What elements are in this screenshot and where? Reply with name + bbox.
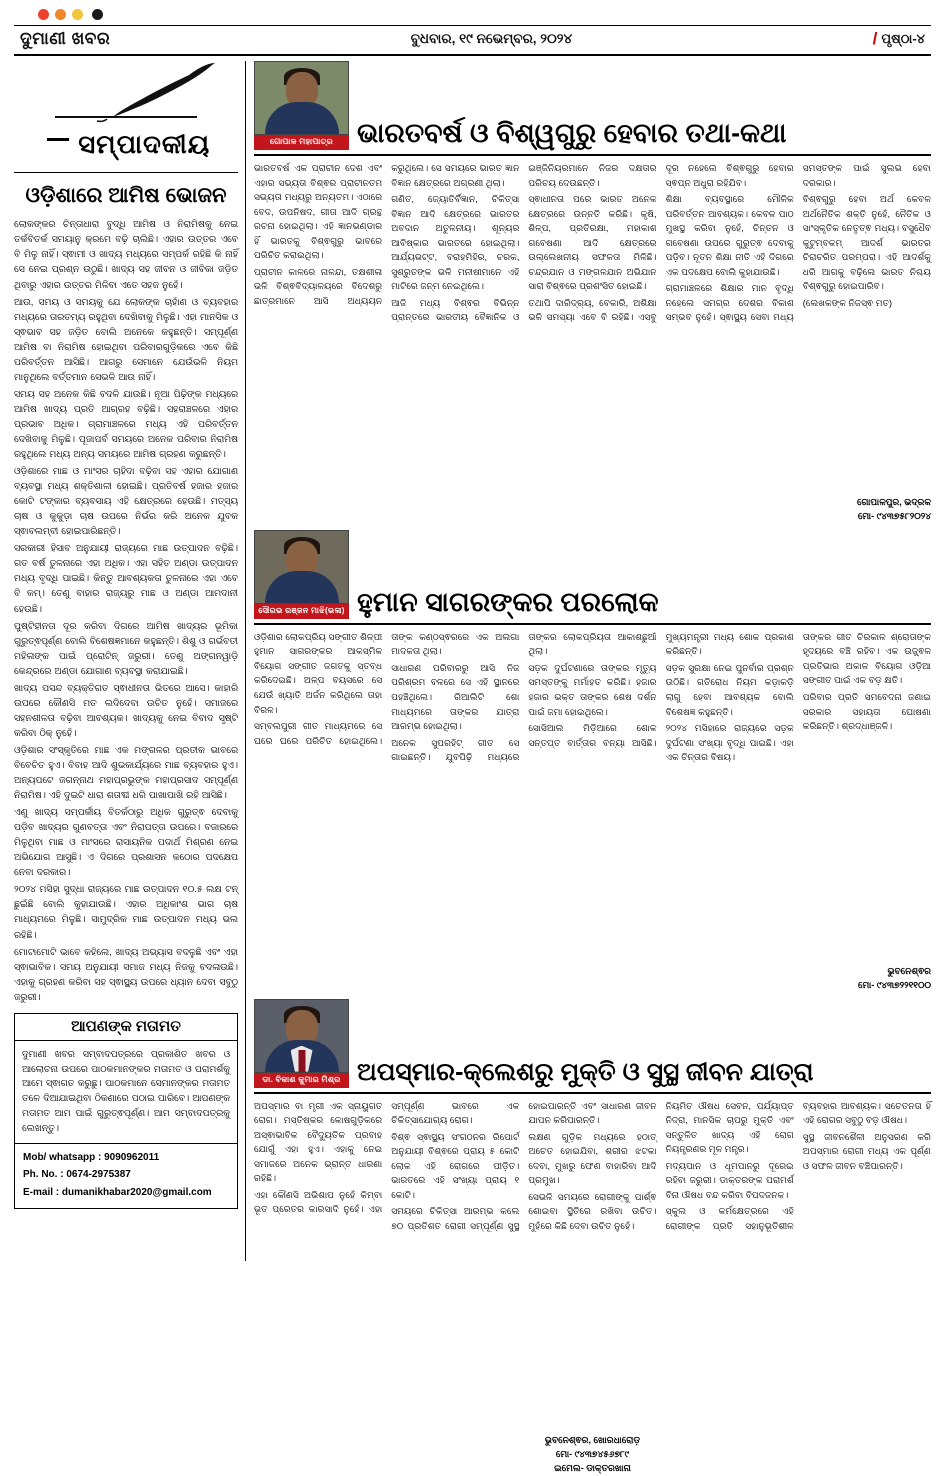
article-paragraph: (ଲେଖକଙ୍କ ନିଜସ୍ଵ ମତ) xyxy=(802,297,893,308)
article-paragraph: ଅପସ୍ମାର ବା ମୃଗୀ ଏକ ସ୍ନାୟୁଗତ ରୋଗ। ମସ୍ତିଷ୍କର କୋଷଗୁଡ଼ିକରେ ଅସ୍ଵାଭାବିକ ବୈଦ୍ୟୁତିକ ପ୍ରବାହ ଯୋଗୁଁ ଏହା ହୁଏ। ଏହାକୁ ନେଇ ସମାଜରେ ଅନେକ ଭ୍ରାନ୍ତ ଧାରଣା ରହିଛି। xyxy=(254,1100,383,1184)
page-label: ପୃଷ୍ଠା-୪ xyxy=(881,31,925,46)
article-paragraph: ସେଭଳି ସମୟରେ ରୋଗୀଙ୍କୁ ପାର୍ଶ୍ଵ ଶୋଇବା ସ୍ଥିତିରେ ରଖିବା ଉଚିତ। ମୁହଁରେ କିଛି ଦେବା ଉଚିତ ନୁହେଁ। xyxy=(528,1191,657,1231)
article-title: ଅପସ୍ମାର-କ୍ଲେଶରୁ ମୁକ୍ତି ଓ ସୁସ୍ଥ ଜୀବନ ଯାତ୍ରା xyxy=(357,1057,814,1086)
editorial-paragraph: ପୁଷ୍ଟିହୀନତା ଦୂର କରିବା ଦିଗରେ ଆମିଷ ଖାଦ୍ୟର ଭୂମିକା ଗୁରୁତ୍ଵପୂର୍ଣ୍ଣ ବୋଲି ବିଶେଷଜ୍ଞମାନେ କହୁଛନ୍ତି। ଶିଶୁ ଓ ଗର୍ଭବତୀ ମହିଳାଙ୍କ ପାଇଁ ପ୍ରୋଟିନ୍ ଜରୁରୀ। ତେଣୁ ଅଙ୍ଗନୱାଡ଼ି କେନ୍ଦ୍ରରେ ଅଣ୍ଡା ଯୋଗାଣ ବ୍ୟବସ୍ଥା କରାଯାଇଛି। xyxy=(14,620,238,676)
editorial-paragraph: ସରକାରୀ ହିସାବ ଅନୁଯାୟୀ ରାଜ୍ୟରେ ମାଛ ଉତ୍ପାଦନ ବଢ଼ିଛି। ଗତ ବର୍ଷ ତୁଳନାରେ ଏହା ଅଧିକ। ଏହା ସହିତ ଅଣ୍ଡା ଉତ୍ପାଦନ ମଧ୍ୟ ବୃଦ୍ଧି ପାଇଛି। କିନ୍ତୁ ଆବଶ୍ୟକତା ତୁଳନାରେ ଏହା ଏବେ ବି କମ୍। ତେଣୁ ବାହାର ରାଜ୍ୟରୁ ମାଛ ଓ ଅଣ୍ଡା ଆମଦାନୀ ହେଉଛି। xyxy=(14,543,238,614)
masthead xyxy=(14,25,931,56)
editorial-body xyxy=(14,217,238,1004)
article-paragraph: ସ୍ଵାଧୀନତା ପରେ ଭାରତ ଅନେକ କ୍ଷେତ୍ରରେ ଉନ୍ନତି କରିଛି। କୃଷି, ଶିଳ୍ପ, ପ୍ରତିରକ୍ଷା, ମହାକାଶ ଗବେଷଣା ଆଦି କ୍ଷେତ୍ରରେ ଉଲ୍ଲେଖନୀୟ ସଫଳତା ମିଳିଛି। ଚନ୍ଦ୍ରଯାନ ଓ ମଙ୍ଗଳଯାନ ଅଭିଯାନ ସାରା ବିଶ୍ଵରେ ପ୍ରଶଂସିତ ହୋଇଛି। xyxy=(528,194,657,292)
article-header xyxy=(254,999,931,1094)
author-photo xyxy=(254,530,349,604)
article-signature xyxy=(254,964,931,993)
article-paragraph: ସମ୍ବଲପୁରୀ ଗୀତ ମାଧ୍ୟମରେ ସେ ଘରେ ଘରେ ପରିଚିତ ହୋଇଥିଲେ। ତାଙ୍କ କଣ୍ଠସ୍ଵରରେ ଏକ ଅଲଗା ମାଦକତା ଥିଲା। xyxy=(254,631,520,746)
signature-line: ମୋ- ୯୪୩୭୫୮୨୦୨୪ xyxy=(857,511,931,522)
article-paragraph: ଭାରତବର୍ଷ ଏକ ପ୍ରାଚୀନ ଦେଶ ଏବଂ ଏହାର ସଭ୍ୟତା ବିଶ୍ଵର ପ୍ରାଚୀନତମ ସଭ୍ୟତା ମଧ୍ୟରୁ ଅନ୍ୟତମ। ଏଠାରେ ବେଦ, ଉପନିଷଦ, ଗୀତା ଆଦି ଗ୍ରନ୍ଥ ରଚନା ହୋଇଥିଲା। ଏହି ଜ୍ଞାନଭଣ୍ଡାର ହିଁ ଭାରତକୁ ବିଶ୍ଵଗୁରୁ ଭାବରେ ପରିଚିତ କରାଇଥିଲା। xyxy=(254,163,383,261)
article-paragraph: ପରିବାର ପ୍ରତି ସମବେଦନା ଜଣାଇ ସରକାର ସହାୟତା ଘୋଷଣା କରିଛନ୍ତି। ଶ୍ରଦ୍ଧାଞ୍ଜଳି। xyxy=(802,691,931,732)
editorial-paragraph: ଓଡ଼ିଶାରେ ମାଛ ଓ ମାଂସର ଚାହିଦା ବଢ଼ିବା ସହ ଏହାର ଯୋଗାଣ ବ୍ୟବସ୍ଥା ମଧ୍ୟ ଶକ୍ତିଶାଳୀ ହୋଇଛି। ପ୍ରତିବର୍ଷ ହଜାର ହଜାର କୋଟି ଟଙ୍କାର ବ୍ୟବସାୟ ଏହି କ୍ଷେତ୍ରରେ ହେଉଛି। ମତ୍ସ୍ୟ ଚାଷ ଓ କୁକୁଡ଼ା ଚାଷ ଉପରେ ନିର୍ଭର କରି ଅନେକ ଯୁବକ ସ୍ଵାବଲମ୍ବୀ ହୋଇପାରିଛନ୍ତି। xyxy=(14,466,238,537)
feedback-body: ଦୁମାଣୀ ଖବର ସମ୍ବାଦପତ୍ରରେ ପ୍ରକାଶିତ ଖବର ଓ ଆଲୋଚନା ଉପରେ ପାଠକମାନଙ୍କର ମତାମତ ଓ ପରାମର୍ଶକୁ ଆମେ ସ୍ଵାଗତ କରୁଛୁ। ପାଠକମାନେ ସେମାନଙ୍କର ମତାମତ ତଳେ ଦିଆଯାଇଥିବା ଠିକଣାରେ ପଠାଇ ପାରିବେ। ଆପଣଙ୍କ ମତାମତ ଆମ ପାଇଁ ଗୁରୁତ୍ଵପୂର୍ଣ୍ଣ। ଆମ ସମ୍ବାଦପତ୍ରକୁ ଲେଖନ୍ତୁ। xyxy=(15,1041,237,1144)
article-paragraph: ଆଜି ମଧ୍ୟ ବିଶ୍ଵର ବିଭିନ୍ନ ପ୍ରାନ୍ତରେ ଭାରତୀୟ ବୈଜ୍ଞାନିକ ଓ ଇଞ୍ଜିନିୟରମାନେ ନିଜର ଦକ୍ଷତାର ପରିଚୟ ଦେଉଛନ୍ତି। xyxy=(391,163,657,323)
editorial-logo-word: ସମ୍ପାଦକୀୟ xyxy=(78,129,211,159)
feedback-heading: ଆପଣଙ୍କ ମତାମତ xyxy=(15,1014,237,1041)
author-caption: ସୌରଭ ରଞ୍ଜନ ମାଝି(ଭଳା) xyxy=(254,604,349,619)
article-bharatbarsha xyxy=(254,61,931,524)
editorial-paragraph: ଲୋକଙ୍କର ଚିନ୍ତାଧାରା ବୁଦ୍ଧି ଆମିଷ ଓ ନିରାମିଷକୁ ନେଇ ତର୍କବିତର୍କ ସମୟାନୁ କ୍ରମେ ବଢ଼ି ଚାଲିଛି। ଏହାର ଉତ୍ତର ଏବେ ବି ମିଳୁ ନାହିଁ। ସ୍ଵାମୀ ଓ ଖାଦ୍ୟ ମଧ୍ୟରେ ସମ୍ପର୍କ ରହିଛି କି ନାହିଁ ସେ ନେଇ ପ୍ରଶ୍ନ ଉଠୁଛି। ଖାଦ୍ୟ ସହ ଜୀବନ ଓ ଜୀବିକା ଜଡ଼ିତ ଥିବାରୁ ଏହାର ଉତ୍ତର ମିଳିବା ଏତେ ସହଜ ନୁହେଁ। xyxy=(14,219,238,290)
signature-line: ମୋ- ୯୪୩୭୨୨୧୧୦୦ xyxy=(858,980,931,991)
topbar xyxy=(14,6,931,22)
slash-mark: / xyxy=(872,29,878,48)
red-dot xyxy=(38,9,49,20)
article-title: ଭାରତବର୍ଷ ଓ ବିଶ୍ୱଗୁରୁ ହେବାର ତଥା-କଥା xyxy=(357,117,787,148)
articles-column xyxy=(246,61,931,1474)
feedback-box xyxy=(14,1013,238,1210)
article-paragraph: ପ୍ରାଚୀନ କାଳରେ ନାଳନ୍ଦା, ତକ୍ଷଶୀଳା ଭଳି ବିଶ୍ଵବିଦ୍ୟାଳୟରେ ବିଦେଶରୁ ଛାତ୍ରମାନେ ଆସି ଅଧ୍ୟୟନ କରୁଥିଲେ। ସେ ସମୟରେ ଭାରତ ଜ୍ଞାନ ବିଜ୍ଞାନ କ୍ଷେତ୍ରରେ ଅଗ୍ରଣୀ ଥିଲା। xyxy=(254,163,520,306)
article-paragraph: ଏହା କୌଣସି ଅଭିଶାପ ନୁହେଁ କିମ୍ବା ଭୂତ ପ୍ରେତର କାରସାଦି ନୁହେଁ। ଏହା ସମ୍ପୂର୍ଣ୍ଣ ଭାବରେ ଏକ ଚିକିତ୍ସାଯୋଗ୍ୟ ରୋଗ। xyxy=(254,1100,520,1215)
article-signature xyxy=(254,1433,931,1476)
editorial-title: ଓଡ଼ିଶାରେ ଆମିଷ ଭୋଜନ xyxy=(25,184,227,207)
article-paragraph: ସଡ଼କ ଦୁର୍ଘଟଣାରେ ତାଙ୍କର ମୃତ୍ୟୁ ସମସ୍ତଙ୍କୁ ମର୍ମାହତ କରିଛି। ହଜାର ହଜାର ଭକ୍ତ ତାଙ୍କର ଶେଷ ଦର୍ଶନ ପାଇଁ ଜମା ହୋଇଥିଲେ। xyxy=(528,662,657,717)
editorial-paragraph: ୨୦୨୪ ମସିହା ସୁଦ୍ଧା ରାଜ୍ୟରେ ମାଛ ଉତ୍ପାଦନ ୧୦.୫ ଲକ୍ଷ ଟନ୍ ଛୁଇଁଛି ବୋଲି କୁହାଯାଉଛି। ଏହାର ଅଧିକାଂଶ ଭାଗ ଚାଷ ମାଧ୍ୟମରେ ମିଳୁଛି। ସାମୁଦ୍ରିକ ମାଛ ଉତ୍ପାଦନ ମଧ୍ୟ ଭଲ ରହିଛି। xyxy=(14,884,238,940)
rule-left xyxy=(47,138,69,141)
signature-line: ମୋ- ୯୪୩୭୪୫୬୭୮୯ xyxy=(555,1448,630,1459)
article-paragraph: ଶିକ୍ଷା ବ୍ୟବସ୍ଥାରେ ମୌଳିକ ପରିବର୍ତ୍ତନ ଆବଶ୍ୟକ। କେବଳ ପାଠ ମୁଖସ୍ଥ କରିବା ନୁହେଁ, ଚିନ୍ତନ ଓ ଗବେଷଣା ଉପରେ ଗୁରୁତ୍ଵ ଦେବାକୁ ପଡ଼ିବ। ନୂତନ ଶିକ୍ଷା ନୀତି ଏହି ଦିଗରେ ଏକ ପଦକ୍ଷେପ ବୋଲି କୁହାଯାଉଛି। xyxy=(665,194,794,277)
signature-line: ଭୁବନେଶ୍ଵର xyxy=(887,965,931,976)
article-paragraph: ମଦ୍ୟପାନ ଓ ଧୂମପାନରୁ ଦୂରେଇ ରହିବା ଜରୁରୀ। ଡାକ୍ତରଙ୍କ ପରାମର୍ଶ ବିନା ଔଷଧ ବନ୍ଦ କରିବା ବିପଦଜନକ। xyxy=(665,1160,794,1200)
article-body xyxy=(254,630,931,960)
article-hyuman-sagar xyxy=(254,530,931,993)
issue-date: ବୁଧବାର, ୧୯ ନଭେମ୍ବର, ୨୦୨୪ xyxy=(410,31,573,46)
article-paragraph: ଲକ୍ଷଣ ଗୁଡ଼ିକ ମଧ୍ୟରେ ହଠାତ୍ ଅଚେତ ହୋଇଯିବା, ଶରୀର ଝଟକା ଦେବା, ମୁଖରୁ ଫେଣ ବାହାରିବା ଆଦି ପ୍ରମୁଖ। xyxy=(528,1131,657,1186)
article-paragraph: ଓଡ଼ିଶାର ଲୋକପ୍ରିୟ ସଙ୍ଗୀତ ଶିଳ୍ପୀ ହୁମାନ ସାଗରଙ୍କର ଆକସ୍ମିକ ବିୟୋଗ ସଙ୍ଗୀତ ଜଗତକୁ ସ୍ତବ୍ଧ କରିଦେଇଛି। ଅଳ୍ପ ବୟସରେ ସେ ଯେଉଁ ଖ୍ୟାତି ଅର୍ଜନ କରିଥିଲେ ତାହା ବିରଳ। xyxy=(254,631,383,715)
article-paragraph: ୨୦୨୪ ମସିହାରେ ରାଜ୍ୟରେ ସଡ଼କ ଦୁର୍ଘଟଣା ସଂଖ୍ୟା ବୃଦ୍ଧି ପାଇଛି। ଏହା ଏକ ଚିନ୍ତାର ବିଷୟ। xyxy=(665,723,794,763)
signature-line: ଗୋପାଳପୁର, ଭଦ୍ରକ xyxy=(856,497,931,507)
author-caption: ଡା. ବିକାଶ କୁମାର ମିଶ୍ର xyxy=(254,1073,349,1088)
quill-icon xyxy=(14,61,238,123)
article-apasmara xyxy=(254,999,931,1476)
article-title: ହୁମାନ ସାଗରଙ୍କର ପରଲୋକ xyxy=(357,586,659,617)
editorial-paragraph: ମୋଟାମୋଟି ଭାବେ କହିଲେ, ଖାଦ୍ୟ ଅଭ୍ୟାସ ବଦଳୁଛି ଏବଂ ଏହା ସ୍ଵାଭାବିକ। ସମୟ ଅନୁଯାୟୀ ସମାଜ ମଧ୍ୟ ନିଜକୁ ବଦଳାଉଛି। ଏହାକୁ ଗ୍ରହଣ କରିବା ସହ ସ୍ଵାସ୍ଥ୍ୟ ଉପରେ ଧ୍ୟାନ ଦେବା ସବୁଠୁ ଜରୁରୀ। xyxy=(14,946,238,1002)
editorial-column xyxy=(14,61,246,1261)
article-paragraph: ବିଶ୍ଵ ସ୍ଵାସ୍ଥ୍ୟ ସଂଗଠନର ରିପୋର୍ଟ ଅନୁଯାୟୀ ବିଶ୍ଵରେ ପ୍ରାୟ ୫ କୋଟି ଲୋକ ଏହି ରୋଗରେ ପୀଡ଼ିତ। ଭାରତରେ ଏହି ସଂଖ୍ୟା ପ୍ରାୟ ୧ କୋଟି। xyxy=(391,1131,520,1200)
article-paragraph: ତାଙ୍କର ଗୀତ ଚିରକାଳ ଶ୍ରୋତାଙ୍କ ହୃଦୟରେ ବଞ୍ଚି ରହିବ। ଏକ ଉଜ୍ଜ୍ଵଳ ପ୍ରତିଭାର ଅକାଳ ବିୟୋଗ ଓଡ଼ିଆ ସଙ୍ଗୀତ ପାଇଁ ଏକ ବଡ଼ କ୍ଷତି। xyxy=(802,631,931,686)
yellow-dot xyxy=(72,9,83,20)
article-signature xyxy=(254,495,931,524)
article-paragraph: ସୁସ୍ଥ ଜୀବନଶୈଳୀ ଅନୁସରଣ କରି ଅପସ୍ମାର ରୋଗୀ ମଧ୍ୟ ଏକ ପୂର୍ଣ୍ଣ ଓ ସଫଳ ଜୀବନ ବଞ୍ଚିପାରନ୍ତି। xyxy=(802,1131,931,1171)
editorial-paragraph: ଓଡ଼ିଶାର ସଂସ୍କୃତିରେ ମାଛ ଏକ ମଙ୍ଗଳର ପ୍ରତୀକ ଭାବରେ ବିବେଚିତ ହୁଏ। ବିବାହ ଆଦି ଶୁଭକାର୍ଯ୍ୟରେ ମାଛ ବ୍ୟବହାର ହୁଏ। ଅନ୍ୟପଟେ ଜଗନ୍ନାଥ ମହାପ୍ରଭୁଙ୍କ ମହାପ୍ରସାଦ ସମ୍ପୂର୍ଣ୍ଣ ନିରାମିଷ। ଏହି ଦୁଇଟି ଧାରା ଶତାବ୍ଦୀ ଧରି ପାଖାପାଖି ରହି ଆସିଛି। xyxy=(14,744,238,801)
editorial-paragraph: ଖାଦ୍ୟ ପସନ୍ଦ ବ୍ୟକ୍ତିଗତ ସ୍ଵାଧୀନତା ଭିତରେ ଆସେ। କାହାରି ଉପରେ କୌଣସି ମତ ଲଦିଦେବା ଉଚିତ ନୁହେଁ। ସମାଜରେ ସହନଶୀଳତା ବଢ଼ିବା ଆବଶ୍ୟକ। ଖାଦ୍ୟକୁ ନେଇ ବିବାଦ ସୃଷ୍ଟି କରିବା ଠିକ୍ ନୁହେଁ। xyxy=(14,682,238,738)
author-photo xyxy=(254,999,349,1073)
author-caption: ଗୋପାଳ ମହାପାତ୍ର xyxy=(254,135,349,150)
article-paragraph: ସୋସିଆଲ ମିଡ଼ିଆରେ ଶୋକ ସନ୍ତପ୍ତ ବାର୍ତ୍ତାର ବନ୍ୟା ଆସିଛି। ମୁଖ୍ୟମନ୍ତ୍ରୀ ମଧ୍ୟ ଶୋକ ପ୍ରକାଶ କରିଛନ୍ତି। xyxy=(528,631,794,748)
article-paragraph: ସାଧାରଣ ପରିବାରରୁ ଆସି ନିଜ ପରିଶ୍ରମ ବଳରେ ସେ ଏହି ସ୍ଥାନରେ ପହଞ୍ଚିଥିଲେ। ରିଆଲିଟି ଶୋ ମାଧ୍ୟମରେ ତାଙ୍କର ଯାତ୍ରା ଆରମ୍ଭ ହୋଇଥିଲା। xyxy=(391,662,520,732)
article-paragraph: ସମୟରେ ଚିକିତ୍ସା ଆରମ୍ଭ କଲେ ୭୦ ପ୍ରତିଶତ ରୋଗୀ ସମ୍ପୂର୍ଣ୍ଣ ସୁସ୍ଥ ହୋଇପାରନ୍ତି ଏବଂ ସାଧାରଣ ଜୀବନ ଯାପନ କରିପାରନ୍ତି। xyxy=(391,1100,657,1231)
article-body xyxy=(254,161,931,491)
author-photo xyxy=(254,61,349,135)
article-paragraph: ସଡ଼କ ସୁରକ୍ଷା ନେଇ ପୁନର୍ବାର ପ୍ରଶ୍ନ ଉଠିଛି। ଗତିରୋଧ ନିୟମ କଡ଼ାକଡ଼ି ଲାଗୁ ହେବା ଆବଶ୍ୟକ ବୋଲି ବିଶେଷଜ୍ଞ କହୁଛନ୍ତି। xyxy=(665,662,794,717)
black-dot xyxy=(92,9,103,20)
article-paragraph: ଗଣିତ, ଜ୍ୟୋତିର୍ବିଜ୍ଞାନ, ଚିକିତ୍ସା ବିଜ୍ଞାନ ଆଦି କ୍ଷେତ୍ରରେ ଭାରତର ଅବଦାନ ଅତୁଳନୀୟ। ଶୂନ୍ୟର ଆବିଷ୍କାର ଭାରତରେ ହୋଇଥିଲା। ଆର୍ଯ୍ୟଭଟ୍ଟ, ବରାହମିହିର, ଚରକ, ସୁଶ୍ରୁତଙ୍କ ଭଳି ମନୀଷୀମାନେ ଏହି ମାଟିରେ ଜନ୍ମ ନେଇଥିଲେ। xyxy=(391,194,520,292)
article-paragraph: ନିୟମିତ ଔଷଧ ସେବନ, ପର୍ଯ୍ୟାପ୍ତ ନିଦ୍ରା, ମାନସିକ ଚାପରୁ ମୁକ୍ତି ଏବଂ ସନ୍ତୁଳିତ ଖାଦ୍ୟ ଏହି ରୋଗ ନିୟନ୍ତ୍ରଣର ମୂଳ ମନ୍ତ୍ର। xyxy=(665,1100,794,1155)
article-header xyxy=(254,61,931,156)
article-paragraph: ତଥାପି ଦାରିଦ୍ର୍ୟ, ବେକାରି, ଅଶିକ୍ଷା ଭଳି ସମସ୍ୟା ଏବେ ବି ରହିଛି। ଏସବୁ ଦୂର ନହେଲେ ବିଶ୍ଵଗୁରୁ ହେବାର ସ୍ଵପ୍ନ ଅଧୁରା ରହିଯିବ। xyxy=(528,163,794,323)
author-photo-block xyxy=(254,530,349,619)
signature-line: ଇମେଲ- ଡାକ୍ତରଖାନା xyxy=(554,1463,631,1474)
article-paragraph: ଅନେକ ସୁପରହିଟ୍ ଗୀତ ସେ ଗାଇଛନ୍ତି। ଯୁବପିଢ଼ି ମଧ୍ୟରେ ତାଙ୍କର ଲୋକପ୍ରିୟତା ଆକାଶଛୁଆଁ ଥିଲା। xyxy=(391,631,657,763)
editorial-paragraph: ଆଉ, ସମୟ ଓ ସମୟକୁ ଯେ ଲୋକଙ୍କ ଚାହାଁଣ ଓ ବ୍ୟବହାର ମଧ୍ୟରେ ତାରତମ୍ୟ ରହୁଥିବା ଦେଖିବାକୁ ମିଳୁଛି। ଏହା ମାନସିକ ଓ ସ୍ଵଭାବ ସହ ଜଡ଼ିତ ବୋଲି ଅନେକେ କହୁଛନ୍ତି। ସମ୍ପୂର୍ଣ୍ଣ ଆମିଷ ବା ନିରାମିଷ ହୋଇଥିବା ପରିବାରଗୁଡ଼ିକରେ ଏବେ କିଛି ପରିବର୍ତ୍ତନ ଆସିଛି। ଆଗରୁ ସେମାନେ ଯେଉଁଭଳି ନିୟମ ମାନୁଥିଲେ ବର୍ତ୍ତମାନ ସେଭଳି ଆଉ ନାହିଁ। xyxy=(14,296,238,382)
article-body xyxy=(254,1099,931,1429)
signature-line: ଭୁବନେଶ୍ଵର, ଖୋରଧାରୋଡ଼ xyxy=(544,1434,641,1445)
paper-name: ଦୁମାଣୀ ଖବର xyxy=(20,29,111,48)
editorial-logo xyxy=(14,61,238,173)
feedback-contact-line: E-mail : dumanikhabar2020@gmail.com xyxy=(23,1186,212,1198)
article-paragraph: ବିଶ୍ଵଗୁରୁ ହେବା ଅର୍ଥ କେବଳ ଅର୍ଥନୈତିକ ଶକ୍ତି ନୁହେଁ, ନୈତିକ ଓ ସାଂସ୍କୃତିକ ନେତୃତ୍ଵ ମଧ୍ୟ। ବସୁଧୈବ କୁଟୁମ୍ବକମ୍ ଆଦର୍ଶ ଭାରତର ଚିରାଚରିତ ପରମ୍ପରା। ଏହି ଆଦର୍ଶକୁ ଧରି ଆଗକୁ ବଢ଼ିଲେ ଭାରତ ନିଶ୍ଚୟ ବିଶ୍ଵଗୁରୁ ହୋଇପାରିବ। xyxy=(802,194,931,292)
article-header xyxy=(254,530,931,625)
feedback-contact xyxy=(15,1144,237,1209)
article-paragraph: ଗ୍ରାମାଞ୍ଚଳରେ ଶିକ୍ଷାର ମାନ ବୃଦ୍ଧି ନହେଲେ ସମଗ୍ର ଦେଶର ବିକାଶ ସମ୍ଭବ ନୁହେଁ। ସ୍ଵାସ୍ଥ୍ୟ ସେବା ମଧ୍ୟ ସମସ୍ତଙ୍କ ପାଇଁ ସୁଲଭ ହେବା ଦରକାର। xyxy=(665,163,931,323)
author-photo-block xyxy=(254,999,349,1088)
feedback-contact-line: Mob/ whatsapp : 9090962011 xyxy=(23,1151,160,1163)
orange-dot xyxy=(55,9,66,20)
author-photo-block xyxy=(254,61,349,150)
editorial-paragraph: ସମୟ ସହ ଅନେକ କିଛି ବଦଳି ଯାଉଛି। ନୂଆ ପିଢ଼ିଙ୍କ ମଧ୍ୟରେ ଆମିଷ ଖାଦ୍ୟ ପ୍ରତି ଆଗ୍ରହ ବଢ଼ିଛି। ସହରାଞ୍ଚଳରେ ଏହାର ପ୍ରଭାବ ଅଧିକ। ଗ୍ରାମାଞ୍ଚଳରେ ମଧ୍ୟ ଏହି ପରିବର୍ତ୍ତନ ଦେଖିବାକୁ ମିଳୁଛି। ପୂଜାପର୍ବ ସମୟରେ ଅନେକ ପରିବାର ନିରାମିଷ ରହୁଥିଲେ ମଧ୍ୟ ଅନ୍ୟ ସମୟରେ ଆମିଷ ଗ୍ରହଣ କରୁଛନ୍ତି। xyxy=(14,388,238,460)
page-number xyxy=(873,29,925,49)
feedback-contact-line: Ph. No. : 0674-2975387 xyxy=(23,1169,131,1181)
editorial-paragraph: ଏଣୁ ଖାଦ୍ୟ ସମ୍ପର୍କୀୟ ବିତର୍କଠାରୁ ଅଧିକ ଗୁରୁତ୍ଵ ଦେବାକୁ ପଡ଼ିବ ଖାଦ୍ୟର ଗୁଣବତ୍ତା ଏବଂ ନିରାପତ୍ତା ଉପରେ। ବଜାରରେ ମିଳୁଥିବା ମାଛ ଓ ମାଂସରେ ରାସାୟନିକ ପଦାର୍ଥ ମିଶ୍ରଣ ନେଇ ଅଭିଯୋଗ ଆସୁଛି। ଏ ଦିଗରେ ପ୍ରଶାସନ କଠୋର ପଦକ୍ଷେପ ନେବା ଦରକାର। xyxy=(14,807,238,878)
article-paragraph: ସ୍କୁଲ ଓ କର୍ମକ୍ଷେତ୍ରରେ ଏହି ରୋଗୀଙ୍କ ପ୍ରତି ସହାନୁଭୂତିଶୀଳ ବ୍ୟବହାର ଆବଶ୍ୟକ। ସଚେତନତା ହିଁ ଏହି ରୋଗର ସବୁଠୁ ବଡ଼ ଔଷଧ। xyxy=(665,1100,931,1231)
